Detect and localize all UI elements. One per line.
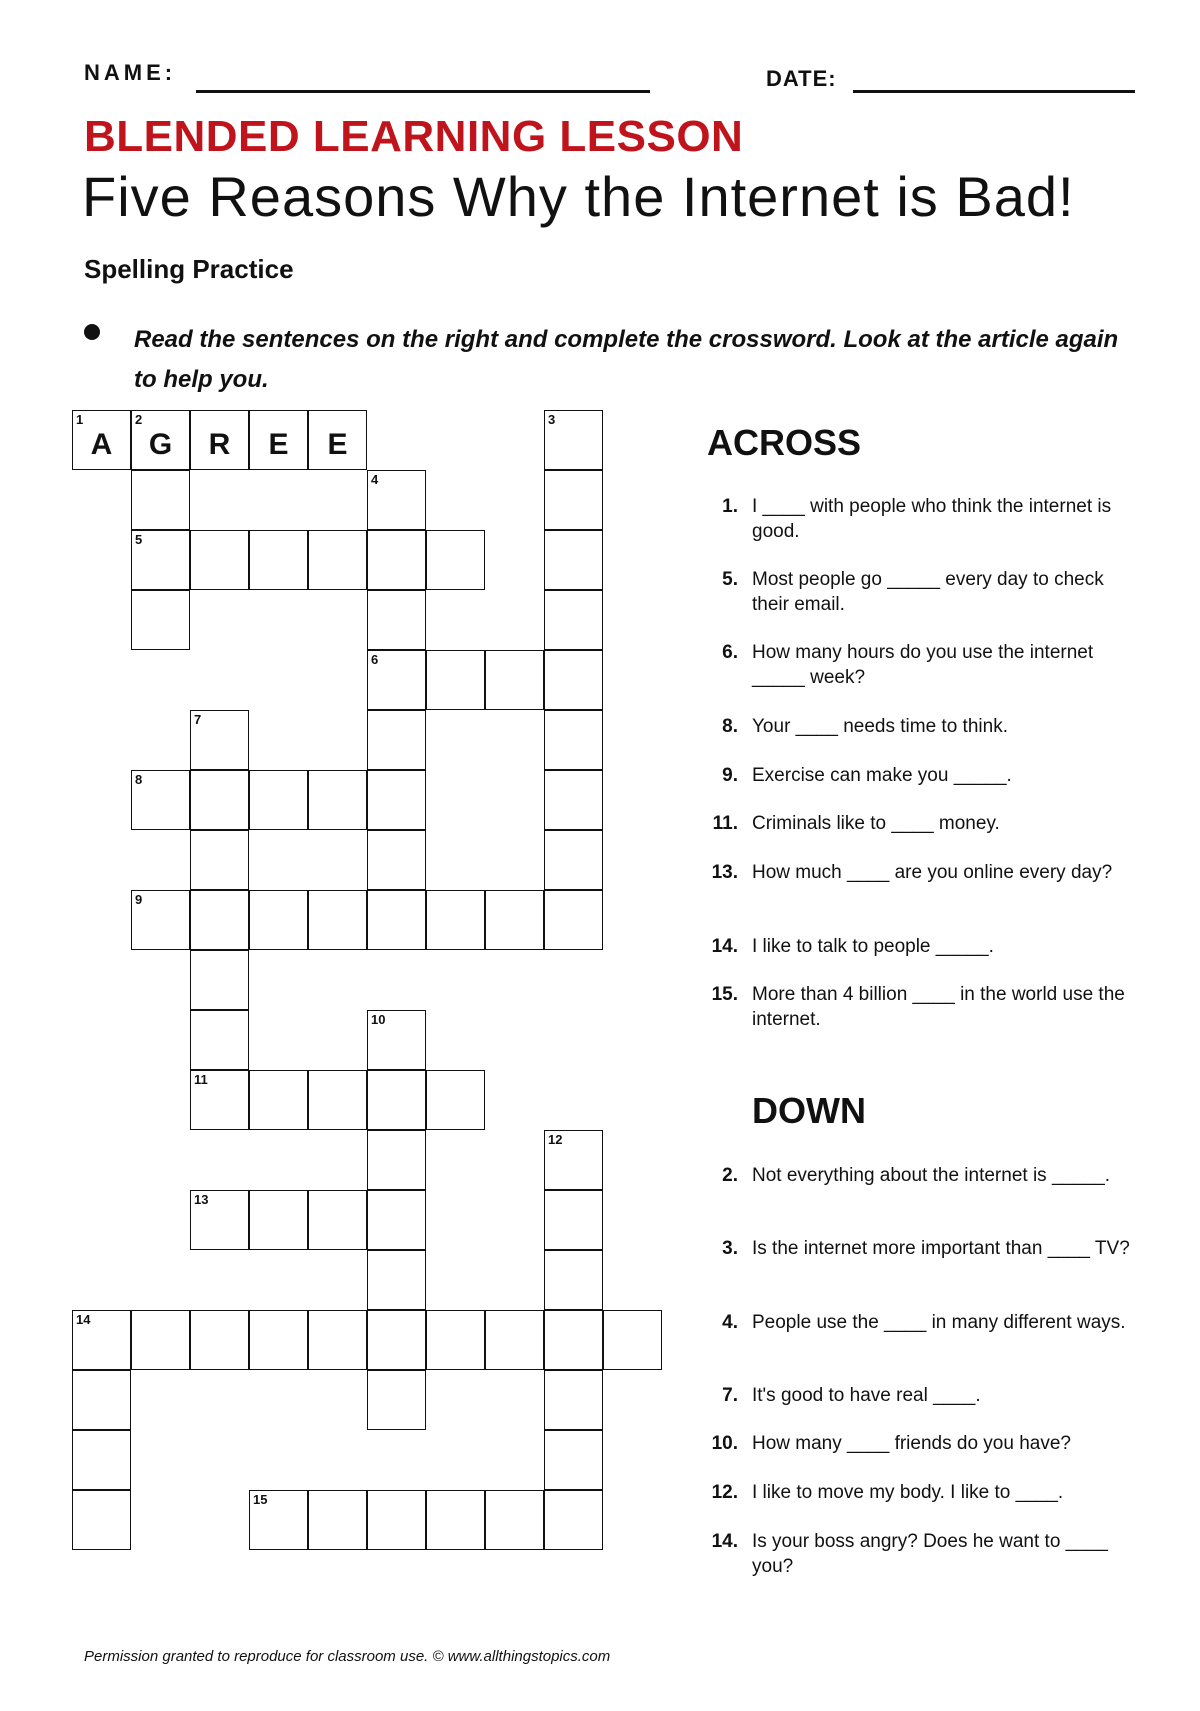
clue-number-label: 8. — [722, 716, 738, 737]
clue-text: I like to talk to people _____. — [752, 936, 994, 957]
clue-number-label: 11. — [712, 813, 738, 834]
clue-text: Criminals like to ____ money. — [752, 813, 1000, 834]
crossword-cell[interactable] — [190, 950, 249, 1010]
page-title: Five Reasons Why the Internet is Bad! — [82, 165, 1075, 228]
crossword-cell[interactable] — [544, 890, 603, 950]
clue-text: How much ____ are you online every day? — [752, 862, 1113, 883]
crossword-cell[interactable] — [131, 470, 190, 530]
lesson-kicker: BLENDED LEARNING LESSON — [84, 112, 744, 161]
clue-text: I ____ with people who think the internet is good. — [752, 496, 1112, 542]
crossword-cell[interactable] — [426, 890, 485, 950]
crossword-cell[interactable] — [190, 1010, 249, 1070]
clue-number-label: 7. — [722, 1385, 738, 1406]
clue-number-label: 3. — [722, 1238, 738, 1259]
footer-note: Permission granted to reproduce for classroom use. © www.allthingstopics.com — [84, 1648, 611, 1665]
clue-number-label: 6. — [722, 642, 738, 663]
crossword-cell[interactable] — [131, 590, 190, 650]
across-clue — [698, 982, 1138, 1038]
clue-number: 12 — [548, 1132, 563, 1147]
crossword-cell[interactable] — [544, 590, 603, 650]
crossword-letter: E — [268, 428, 289, 461]
crossword-cell[interactable] — [131, 1310, 190, 1370]
crossword-cell[interactable] — [367, 770, 426, 830]
crossword-cell[interactable] — [367, 1310, 426, 1370]
crossword-cell[interactable] — [603, 1310, 662, 1370]
crossword-cell[interactable] — [544, 470, 603, 530]
clue-number: 1 — [76, 412, 84, 427]
clue-number-label: 14. — [711, 936, 738, 957]
crossword-letter: G — [148, 428, 173, 461]
crossword-cell[interactable] — [367, 1190, 426, 1250]
crossword-cell[interactable] — [367, 1370, 426, 1430]
clue-number: 9 — [135, 892, 143, 907]
clue-number-label: 1. — [722, 496, 738, 517]
clue-number-label: 10. — [711, 1433, 738, 1454]
crossword-cell[interactable] — [544, 1370, 603, 1430]
crossword-cell[interactable] — [426, 1490, 485, 1550]
crossword-cell[interactable] — [308, 1070, 367, 1130]
crossword-cell[interactable] — [249, 770, 308, 830]
crossword-cell[interactable] — [367, 530, 426, 590]
clue-text: How many hours do you use the internet _____ week? — [752, 642, 1094, 688]
crossword-cell[interactable] — [190, 830, 249, 890]
clue-text: Your ____ needs time to think. — [752, 716, 1008, 737]
clue-number: 11 — [194, 1072, 208, 1087]
clue-number-label: 13. — [711, 862, 738, 883]
crossword-cell[interactable] — [72, 1430, 131, 1490]
clue-number-label: 12. — [711, 1482, 738, 1503]
crossword-cell[interactable] — [308, 1490, 367, 1550]
crossword-cell[interactable] — [426, 650, 485, 710]
crossword-cell[interactable] — [308, 1190, 367, 1250]
crossword-letter: E — [327, 428, 348, 461]
clue-text: More than 4 billion ____ in the world use the internet. — [752, 984, 1125, 1030]
crossword-cell[interactable] — [544, 1190, 603, 1250]
crossword-cell[interactable] — [308, 890, 367, 950]
crossword-cell[interactable] — [367, 1070, 426, 1130]
crossword-cell[interactable] — [72, 1490, 131, 1550]
clue-text: Not everything about the internet is _____. — [752, 1165, 1111, 1186]
across-clue — [698, 494, 1138, 550]
clue-number-label: 9. — [722, 765, 738, 786]
crossword-cell[interactable] — [367, 1250, 426, 1310]
crossword-cell[interactable] — [544, 830, 603, 890]
crossword-letter: A — [90, 428, 113, 461]
crossword-cell[interactable] — [544, 1310, 603, 1370]
crossword-cell[interactable] — [544, 710, 603, 770]
down-clue — [698, 1431, 1138, 1487]
crossword-cell[interactable] — [367, 830, 426, 890]
crossword-cell[interactable] — [367, 1130, 426, 1190]
clue-number: 10 — [371, 1012, 386, 1027]
crossword-cell[interactable] — [485, 890, 544, 950]
crossword-cell[interactable] — [308, 530, 367, 590]
clue-number: 4 — [371, 472, 379, 487]
name-label: NAME: — [84, 60, 177, 85]
crossword-cell[interactable] — [72, 1370, 131, 1430]
crossword-cell[interactable] — [544, 1490, 603, 1550]
clue-text: Most people go _____ every day to check their email. — [752, 569, 1104, 615]
clue-number-label: 14. — [711, 1531, 738, 1552]
clue-text: I like to move my body. I like to ____. — [752, 1482, 1064, 1503]
crossword-cell[interactable] — [367, 1490, 426, 1550]
clue-text: It's good to have real ____. — [752, 1385, 981, 1406]
crossword-cell[interactable] — [308, 1310, 367, 1370]
clue-number-label: 15. — [711, 984, 738, 1005]
down-clue — [698, 1529, 1138, 1585]
across-clue — [698, 567, 1138, 623]
down-clue — [698, 1480, 1138, 1536]
crossword-cell[interactable] — [544, 1250, 603, 1310]
clue-text: Exercise can make you _____. — [752, 765, 1012, 786]
clue-number: 13 — [194, 1192, 209, 1207]
crossword-cell[interactable] — [190, 890, 249, 950]
crossword-cell[interactable] — [485, 650, 544, 710]
date-label: DATE: — [766, 66, 837, 91]
crossword-cell[interactable] — [249, 1190, 308, 1250]
crossword-cell[interactable] — [249, 890, 308, 950]
clue-number: 7 — [194, 712, 202, 727]
clue-number: 6 — [371, 652, 379, 667]
crossword-cell[interactable] — [367, 710, 426, 770]
down-heading: DOWN — [752, 1090, 866, 1131]
clue-number: 2 — [135, 412, 143, 427]
crossword-cell[interactable] — [249, 1310, 308, 1370]
crossword-letter: R — [208, 428, 231, 461]
across-clue — [698, 714, 1138, 770]
crossword-cell[interactable] — [367, 590, 426, 650]
clue-number-label: 2. — [722, 1165, 738, 1186]
clue-number-label: 5. — [722, 569, 738, 590]
crossword-cell[interactable] — [190, 1310, 249, 1370]
clue-text: Is your boss angry? Does he want to ____ you? — [752, 1531, 1108, 1577]
crossword-cell[interactable] — [190, 770, 249, 830]
clue-number-label: 4. — [722, 1312, 738, 1333]
crossword-cell[interactable] — [485, 1490, 544, 1550]
across-clue — [698, 640, 1138, 696]
clue-text: Is the internet more important than ____ TV? — [752, 1238, 1130, 1259]
crossword-cell[interactable] — [367, 890, 426, 950]
crossword-cell[interactable] — [426, 1070, 485, 1130]
crossword-cell[interactable] — [249, 530, 308, 590]
clue-text: How many ____ friends do you have? — [752, 1433, 1071, 1454]
crossword-cell[interactable] — [544, 530, 603, 590]
crossword-cell[interactable] — [308, 770, 367, 830]
clue-number: 14 — [76, 1312, 91, 1327]
down-clue — [698, 1236, 1138, 1292]
across-heading: ACROSS — [707, 422, 862, 463]
down-clue — [698, 1310, 1138, 1366]
clue-number: 15 — [253, 1492, 268, 1507]
crossword-cell[interactable] — [249, 1070, 308, 1130]
across-clue — [698, 860, 1138, 916]
crossword-cell[interactable] — [485, 1310, 544, 1370]
instructions: Read the sentences on the right and complete the crossword. Look at the article again to help you. — [134, 326, 1119, 393]
across-clue — [698, 811, 1138, 867]
crossword-cell[interactable] — [544, 1430, 603, 1490]
crossword-cell[interactable] — [190, 530, 249, 590]
crossword-cell[interactable] — [544, 770, 603, 830]
crossword-cell[interactable] — [426, 1310, 485, 1370]
crossword-cell[interactable] — [426, 530, 485, 590]
clue-number: 5 — [135, 532, 143, 547]
clue-number: 8 — [135, 772, 143, 787]
clue-text: People use the ____ in many different ways. — [752, 1312, 1126, 1333]
crossword-cell[interactable] — [544, 650, 603, 710]
section-subtitle: Spelling Practice — [84, 254, 294, 284]
clue-number: 3 — [548, 412, 556, 427]
down-clue — [698, 1163, 1138, 1219]
